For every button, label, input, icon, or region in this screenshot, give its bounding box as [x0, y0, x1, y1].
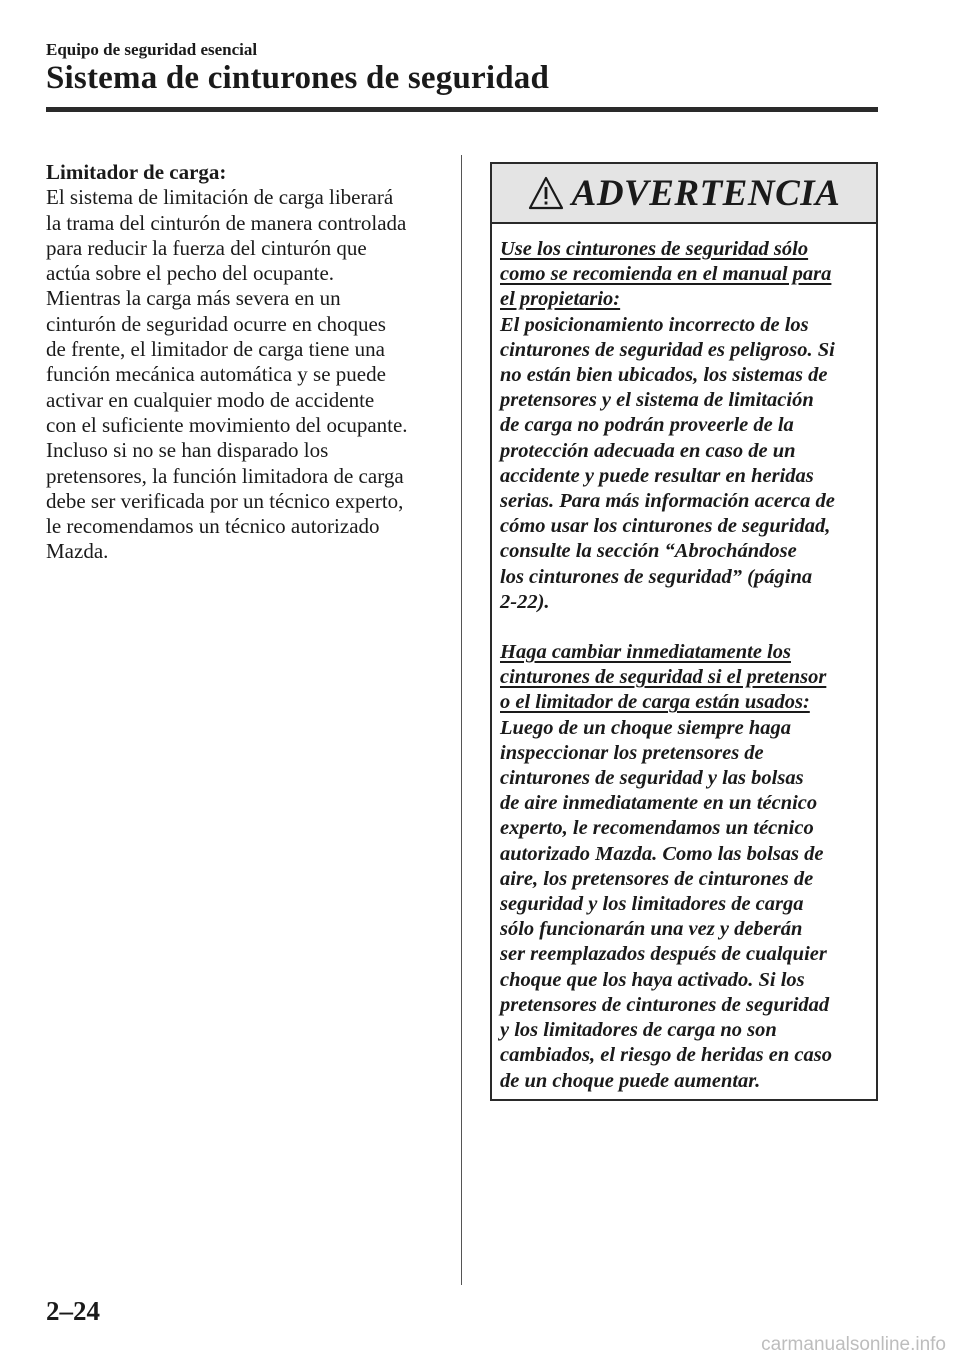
warning-text-2: Luego de un choque siempre haga inspeccionar los pretensores de cinturones de seguridad y las bolsas de aire inmediatamente en un técnico experto, le recomendamos un técnico autorizado Mazda. Como las bolsas de aire, los pretensores de cinturones de seguridad y los limitadores de carga sólo funcionarán una vez y deberán ser reemplazados después de cualquier choque que los haya activado. Si los pretensores de cinturones de seguridad y los limitadores de carga no son cambiados, el riesgo de heridas en caso de un choque puede aumentar.: [500, 716, 832, 1092]
load-limiter-subhead: Limitador de carga:: [46, 160, 227, 184]
column-divider: [461, 155, 462, 1285]
header-rule: [46, 107, 878, 112]
left-column: [46, 160, 446, 565]
warning-text-1: El posicionamiento incorrecto de los cinturones de seguridad es peligroso. Si no están bien ubicados, los sistemas de pretensores y el sistema de limitación de carga no podrán proveerle de la protección adecuada en caso de un accidente y puede resultar en heridas serias. Para más información acerca de cómo usar los cinturones de seguridad, consulte la sección “Abrochándose los cinturones de seguridad” (página 2-22).: [500, 313, 835, 613]
warning-subhead-1: Use los cinturones de seguridad sólo como se recomienda en el manual para el propietario:: [500, 238, 832, 311]
section-label: Equipo de seguridad esencial: [46, 40, 258, 59]
warning-subhead-2: Haga cambiar inmediatamente los cinturones de seguridad si el pretensor o el limitador de carga están usados:: [500, 641, 827, 714]
page-title: Sistema de cinturones de seguridad: [46, 60, 550, 96]
warning-box: [490, 162, 878, 1101]
warning-title: ADVERTENCIA: [571, 172, 841, 214]
page-number: 2–24: [46, 1296, 100, 1326]
load-limiter-body: El sistema de limitación de carga liberará la trama del cinturón de manera controlada para reducir la fuerza del cinturón que actúa sobre el pecho del ocupante. Mientras la carga más severa en un cinturón de seguridad ocurre en choques de frente, el limitador de carga tiene una función mecánica automática y se puede activar en cualquier modo de accidente con el suficiente movimiento del ocupante. Incluso si no se han disparado los pretensores, la función limitadora de carga debe ser verificada por un técnico experto, le recomendamos un técnico autorizado Mazda.: [46, 185, 408, 564]
warning-spacer: [500, 615, 866, 640]
warning-body: [492, 224, 876, 1094]
warning-triangle-icon: [528, 176, 564, 210]
warning-header: [492, 164, 876, 224]
watermark: carmanualsonline.info: [761, 1334, 946, 1355]
